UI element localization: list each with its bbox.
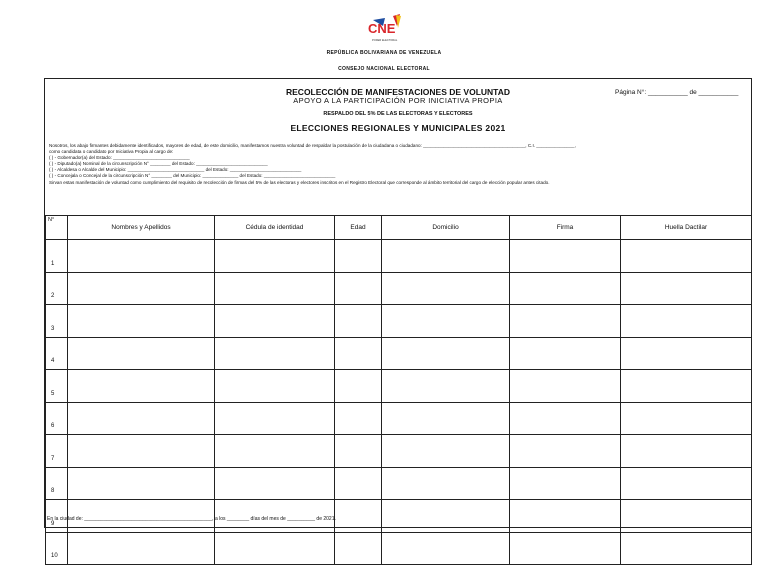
name-cell[interactable]: [68, 467, 215, 500]
logo-caption: PODER ELECTORAL: [372, 39, 398, 42]
address-cell[interactable]: [382, 305, 510, 338]
table-row: [46, 305, 752, 338]
table-row: [46, 272, 752, 305]
name-cell[interactable]: [68, 305, 215, 338]
fingerprint-cell[interactable]: [621, 532, 752, 565]
age-cell[interactable]: [335, 240, 382, 273]
id-cell[interactable]: [215, 467, 335, 500]
address-cell[interactable]: [382, 402, 510, 435]
fingerprint-cell[interactable]: [621, 272, 752, 305]
form-support: RESPALDO DEL 5% DE LAS ELECTORAS Y ELECTORES: [323, 111, 473, 117]
age-cell[interactable]: [335, 467, 382, 500]
id-cell[interactable]: [215, 435, 335, 468]
signature-cell[interactable]: [510, 402, 621, 435]
signature-cell[interactable]: [510, 467, 621, 500]
declaration-closing: Sirvan estas manifestación de voluntad como cumplimiento del requisito de recolección de firmas del 5% de las electoras y electores inscritos en el Registro Electoral que corresponde al ámbito territorial del cargo de elección popular antes citado.: [49, 179, 550, 185]
address-cell[interactable]: [382, 435, 510, 468]
table-row: [46, 240, 752, 273]
signature-cell[interactable]: [510, 532, 621, 565]
signature-cell[interactable]: [510, 240, 621, 273]
name-cell[interactable]: [68, 532, 215, 565]
fingerprint-cell[interactable]: [621, 402, 752, 435]
table-header-row: [46, 216, 752, 240]
col-address: Domicilio: [382, 216, 510, 240]
option-mayor[interactable]: ( ) - Alcaldesa o Alcalde del Municipio: ______________________________ del Estado: ____________________________: [49, 167, 302, 173]
signature-cell[interactable]: [510, 337, 621, 370]
row-number: 2: [46, 272, 68, 305]
option-councilor[interactable]: ( ) - Concejala o Concejal de la circunscripción N° ________ del Municipio: ______________ del Estado: ____________________________: [49, 173, 336, 179]
name-cell[interactable]: [68, 272, 215, 305]
option-governor[interactable]: ( ) - Gobernador(a) del Estado: ______________________________: [49, 155, 190, 161]
fingerprint-cell[interactable]: [621, 435, 752, 468]
name-cell[interactable]: [68, 435, 215, 468]
col-names: Nombres y Apellidos: [68, 216, 215, 240]
signature-cell[interactable]: [510, 370, 621, 403]
declaration-intro-2: como candidata o candidato por Iniciativa Propia al cargo de:: [49, 149, 174, 155]
republic-name: REPÚBLICA BOLIVARIANA DE VENEZUELA: [326, 50, 442, 56]
row-number: 5: [46, 370, 68, 403]
row-number: 4: [46, 337, 68, 370]
fingerprint-cell[interactable]: [621, 370, 752, 403]
address-cell[interactable]: [382, 532, 510, 565]
col-fingerprint: Huella Dactilar: [621, 216, 752, 240]
age-cell[interactable]: [335, 435, 382, 468]
fingerprint-cell[interactable]: [621, 240, 752, 273]
form-title: RECOLECCIÓN DE MANIFESTACIONES DE VOLUNTAD: [286, 87, 510, 97]
fingerprint-cell[interactable]: [621, 337, 752, 370]
footer-city-date: En la ciudad de: ______________________________________________, a los ________ días del mes de __________ de 2021.: [47, 516, 336, 522]
col-age: Edad: [335, 216, 382, 240]
logo-text: CNE: [368, 21, 396, 36]
id-cell[interactable]: [215, 305, 335, 338]
row-number: 1: [46, 240, 68, 273]
address-cell[interactable]: [382, 272, 510, 305]
age-cell[interactable]: [335, 500, 382, 533]
form-subtitle: APOYO A LA PARTICIPACIÓN POR INICIATIVA PROPIA: [293, 96, 503, 105]
row-number: 7: [46, 435, 68, 468]
id-cell[interactable]: [215, 337, 335, 370]
council-name: CONSEJO NACIONAL ELECTORAL: [338, 66, 430, 72]
row-number: 3: [46, 305, 68, 338]
page-number-field[interactable]: Página N°: ___________ de ___________: [615, 89, 739, 96]
row-number: 8: [46, 467, 68, 500]
signature-cell[interactable]: [510, 305, 621, 338]
signature-cell[interactable]: [510, 435, 621, 468]
col-number: N°: [46, 216, 68, 240]
address-cell[interactable]: [382, 467, 510, 500]
id-cell[interactable]: [215, 370, 335, 403]
fingerprint-cell[interactable]: [621, 467, 752, 500]
row-number: 10: [46, 532, 68, 565]
row-number: 9: [46, 500, 68, 533]
fingerprint-cell[interactable]: [621, 305, 752, 338]
table-row: [46, 370, 752, 403]
age-cell[interactable]: [335, 532, 382, 565]
address-cell[interactable]: [382, 240, 510, 273]
signature-cell[interactable]: [510, 500, 621, 533]
declaration-intro: Nosotros, los abajo firmantes debidamente identificados, mayores de edad, de este domicilio, manifestamos nuestra voluntad de respaldar la postulación de la ciudadana o ciudadano: ________________________________________, C.I. _______________,: [49, 143, 576, 148]
row-number: 6: [46, 402, 68, 435]
table-row: [46, 402, 752, 435]
table-row: [46, 435, 752, 468]
age-cell[interactable]: [335, 402, 382, 435]
address-cell[interactable]: [382, 500, 510, 533]
name-cell[interactable]: [68, 370, 215, 403]
option-deputy[interactable]: ( ) - Diputado(a) Nominal de la circunscripción N° ________ del Estado: ____________________________: [49, 161, 268, 167]
age-cell[interactable]: [335, 305, 382, 338]
address-cell[interactable]: [382, 337, 510, 370]
id-cell[interactable]: [215, 272, 335, 305]
col-id: Cédula de identidad: [215, 216, 335, 240]
form-frame: [44, 78, 752, 559]
id-cell[interactable]: [215, 532, 335, 565]
id-cell[interactable]: [215, 402, 335, 435]
age-cell[interactable]: [335, 272, 382, 305]
table-row: [46, 337, 752, 370]
address-cell[interactable]: [382, 370, 510, 403]
age-cell[interactable]: [335, 337, 382, 370]
col-signature: Firma: [510, 216, 621, 240]
cne-logo: [363, 14, 403, 46]
name-cell[interactable]: [68, 337, 215, 370]
form-declaration: [49, 143, 749, 186]
fingerprint-cell[interactable]: [621, 500, 752, 533]
table-row: [46, 532, 752, 565]
name-cell[interactable]: [68, 402, 215, 435]
age-cell[interactable]: [335, 370, 382, 403]
signature-cell[interactable]: [510, 272, 621, 305]
id-cell[interactable]: [215, 240, 335, 273]
form-elections: ELECCIONES REGIONALES Y MUNICIPALES 2021: [290, 123, 506, 133]
signature-table: [45, 215, 752, 565]
table-row: [46, 467, 752, 500]
name-cell[interactable]: [68, 240, 215, 273]
